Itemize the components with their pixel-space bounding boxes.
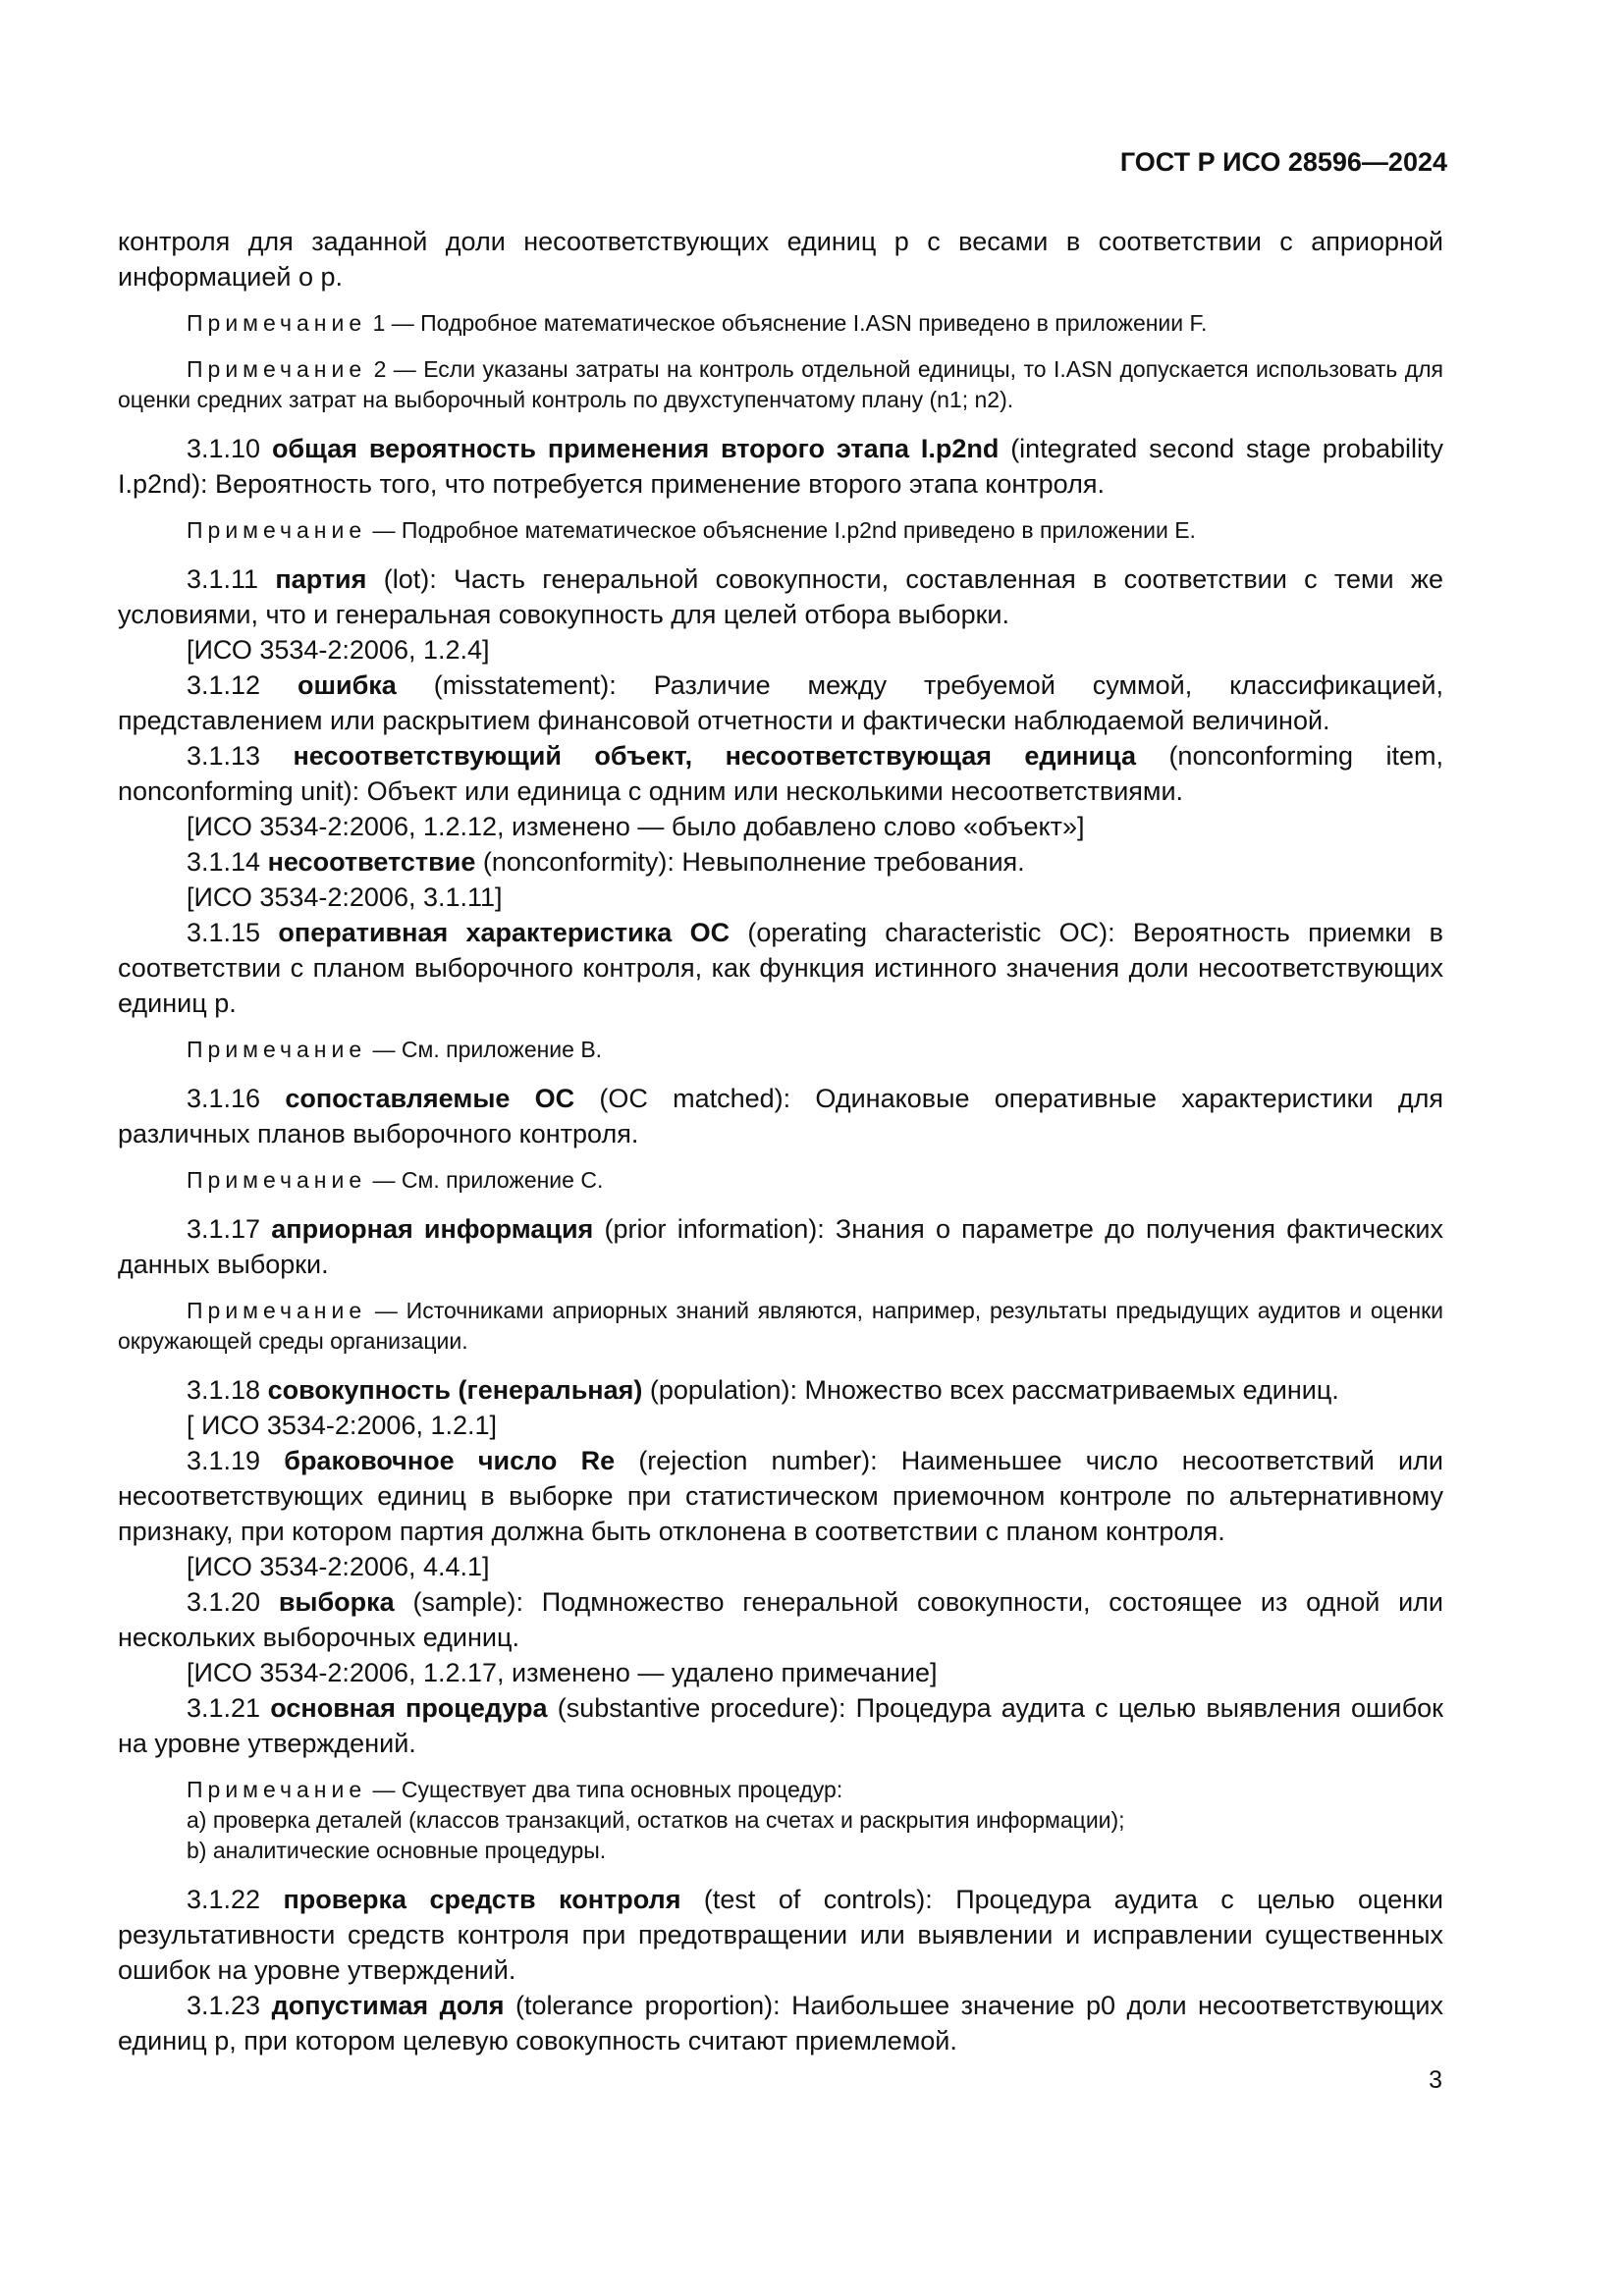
term-title: несоответствующий объект, несоответствующая единица: [293, 741, 1137, 771]
term-3-1-14: [118, 844, 1443, 880]
note-3-1-17: [118, 1296, 1443, 1357]
term-3-1-13: [118, 738, 1443, 809]
note-2: [118, 354, 1443, 415]
note-text: — Источниками априорных знаний являются, например, результаты предыдущих аудитов и оценки окружающей среды организации.: [118, 1298, 1444, 1354]
term-3-1-11: [118, 561, 1443, 632]
term-3-1-20: [118, 1584, 1443, 1655]
term-number: 3.1.13: [187, 741, 261, 771]
term-number: 3.1.20: [187, 1587, 261, 1617]
term-3-1-23: [118, 1988, 1443, 2058]
term-number: 3.1.15: [187, 918, 261, 947]
term-definition: (nonconforming item, nonconforming unit): Объект или единица с одним или несколькими несоответствиями.: [118, 741, 1443, 806]
term-3-1-19: [118, 1443, 1443, 1549]
note-list-item-b: b) аналитические основные процедуры.: [187, 1838, 607, 1863]
note-list-item-a: а) проверка деталей (классов транзакций, остатков на счетах и раскрытия информации);: [187, 1807, 1125, 1833]
term-number: 3.1.14: [187, 847, 261, 877]
term-definition: (rejection number): Наименьшее число несоответствий или несоответствующих единиц в выборке при статистическом приемочном контроле по альтернативному признаку, при котором партия должна быть отклонена в соответствии с планом контроля.: [118, 1446, 1443, 1546]
term-source: [ИСО 3534-2:2006, 1.2.17, изменено — удалено примечание]: [187, 1658, 938, 1687]
term-source: [ ИСО 3534-2:2006, 1.2.1]: [187, 1411, 498, 1440]
term-definition: (substantive procedure): Процедура аудита с целью выявления ошибок на уровне утверждений.: [118, 1693, 1443, 1758]
term-3-1-17: [118, 1211, 1443, 1282]
term-number: 3.1.19: [187, 1446, 261, 1475]
note-label: Примечание: [187, 1777, 367, 1802]
term-definition: (test of controls): Процедура аудита с целью оценки результативности средств контроля при предотвращении или выявлении и исправлении существенных ошибок на уровне утверждений.: [118, 1885, 1443, 1985]
note-text: — Существует два типа основных процедур:: [372, 1777, 843, 1802]
note-label: Примечание: [187, 1167, 367, 1193]
term-definition: (population): Множество всех рассматриваемых единиц.: [649, 1375, 1339, 1405]
note-3-1-15: [118, 1035, 1443, 1065]
note-text: 1 — Подробное математическое объяснение I.ASN приведено в приложении F.: [372, 310, 1208, 336]
term-definition: (integrated second stage probability I.p2nd): Вероятность того, что потребуется применение второго этапа контроля.: [118, 434, 1443, 499]
term-3-1-22: [118, 1882, 1443, 1988]
term-source: [ИСО 3534-2:2006, 1.2.12, изменено — было добавлено слово «объект»]: [187, 812, 1085, 841]
note-label: Примечание: [187, 310, 367, 336]
term-definition: (lot): Часть генеральной совокупности, составленная в соответствии с теми же условиями, что и генеральная совокупность для целей отбора выборки.: [118, 564, 1443, 629]
term-3-1-16: [118, 1081, 1443, 1151]
term-3-1-21: [118, 1690, 1443, 1761]
term-title: выборка: [278, 1587, 395, 1617]
term-definition: (OC matched): Одинаковые оперативные характеристики для различных планов выборочного контроля.: [118, 1084, 1443, 1148]
term-title: браковочное число Re: [284, 1446, 616, 1475]
page-number: 3: [1429, 2066, 1442, 2094]
term-number: 3.1.21: [187, 1693, 261, 1723]
term-title: проверка средств контроля: [283, 1885, 681, 1914]
term-3-1-18: [118, 1372, 1443, 1408]
term-3-1-15: [118, 915, 1443, 1021]
term-definition: (sample): Подмножество генеральной совокупности, состоящее из одной или нескольких выборочных единиц.: [118, 1587, 1443, 1652]
note-3-1-21: [118, 1775, 1443, 1866]
term-number: 3.1.23: [187, 1991, 261, 2020]
note-1: [118, 308, 1443, 339]
term-number: 3.1.18: [187, 1375, 261, 1405]
term-definition: (misstatement): Различие между требуемой суммой, классификацией, представлением или раскрытием финансовой отчетности и фактически наблюдаемой величиной.: [118, 670, 1443, 735]
intro-paragraph: контроля для заданной доли несоответствующих единиц p с весами в соответствии с априорной информацией о p.: [118, 227, 1443, 292]
term-definition: (operating characteristic OC): Вероятность приемки в соответствии с планом выборочного контроля, как функция истинного значения доли несоответствующих единиц p.: [118, 918, 1443, 1018]
term-number: 3.1.10: [187, 434, 261, 463]
term-number: 3.1.12: [187, 670, 261, 700]
term-number: 3.1.17: [187, 1214, 261, 1244]
term-definition: (prior information): Знания о параметре до получения фактических данных выборки.: [118, 1214, 1443, 1279]
note-label: Примечание: [187, 1037, 367, 1062]
note-label: Примечание: [187, 517, 367, 543]
term-title: априорная информация: [271, 1214, 594, 1244]
term-source: [ИСО 3534-2:2006, 4.4.1]: [187, 1552, 490, 1581]
term-title: общая вероятность применения второго этапа I.p2nd: [271, 434, 1000, 463]
term-title: основная процедура: [270, 1693, 548, 1723]
term-title: допустимая доля: [271, 1991, 505, 2020]
note-text: — См. приложение С.: [372, 1167, 604, 1193]
term-definition: (nonconformity): Невыполнение требования.: [482, 847, 1025, 877]
term-title: ошибка: [298, 670, 397, 700]
term-source: [ИСО 3534-2:2006, 3.1.11]: [187, 882, 503, 912]
note-text: — Подробное математическое объяснение I.p2nd приведено в приложении E.: [372, 517, 1196, 543]
note-text: 2 — Если указаны затраты на контроль отдельной единицы, то I.ASN допускается использовать для оценки средних затрат на выборочный контроль по двухступенчатому плану (n1; n2).: [118, 356, 1443, 412]
term-title: несоответствие: [267, 847, 476, 877]
term-number: 3.1.16: [187, 1084, 261, 1113]
note-text: — См. приложение В.: [372, 1037, 603, 1062]
note-label: Примечание: [187, 1298, 367, 1323]
term-number: 3.1.11: [187, 564, 259, 594]
note-3-1-10: [118, 515, 1443, 546]
term-number: 3.1.22: [187, 1885, 261, 1914]
note-label: Примечание: [187, 356, 367, 382]
standard-header: ГОСТ Р ИСО 28596—2024: [1119, 147, 1447, 177]
term-title: оперативная характеристика ОС: [278, 918, 731, 947]
term-title: совокупность (генеральная): [267, 1375, 643, 1405]
term-3-1-10: [118, 431, 1443, 502]
note-3-1-16: [118, 1165, 1443, 1196]
term-title: сопоставляемые ОС: [285, 1084, 575, 1113]
term-source: [ИСО 3534-2:2006, 1.2.4]: [187, 635, 490, 665]
document-body: [118, 224, 1443, 2058]
term-definition: (tolerance proportion): Наибольшее значение p0 доли несоответствующих единиц p, при котором целевую совокупность считают приемлемой.: [118, 1991, 1443, 2056]
term-3-1-12: [118, 667, 1443, 738]
term-title: партия: [275, 564, 367, 594]
